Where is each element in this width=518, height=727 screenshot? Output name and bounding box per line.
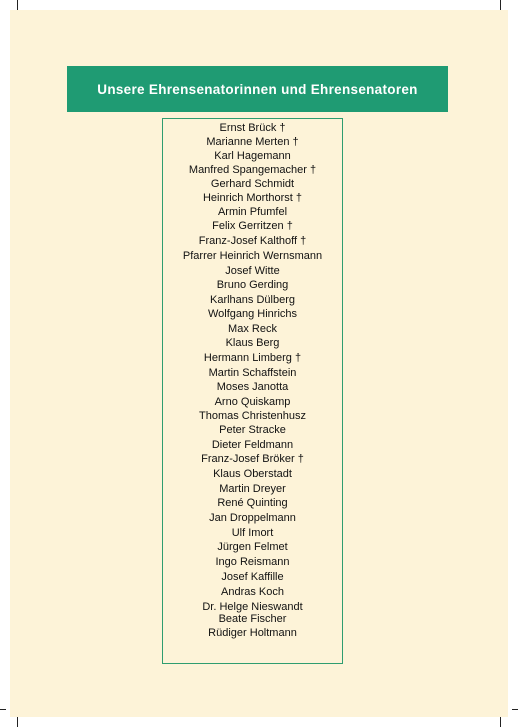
list-item: Ulf Imort <box>231 527 274 539</box>
list-item: Felix Gerritzen † <box>212 220 293 232</box>
list-item: René Quinting <box>217 497 288 509</box>
list-item: Karlhans Dülberg <box>210 294 295 306</box>
list-item: Franz-Josef Bröker † <box>201 453 304 465</box>
list-item: Jürgen Felmet <box>217 541 288 553</box>
list-item: Bruno Gerding <box>216 279 289 291</box>
list-item: Franz-Josef Kalthoff † <box>198 235 307 247</box>
list-item: Josef Witte <box>225 265 280 277</box>
list-item: Ernst Brück † <box>219 122 286 134</box>
list-item: Ingo Reismann <box>215 556 290 568</box>
list-item: Rüdiger Holtmann <box>208 627 297 639</box>
list-item: Wolfgang Hinrichs <box>207 308 298 320</box>
list-item: Moses Janotta <box>216 381 289 393</box>
list-item: Armin Pfumfel <box>217 206 288 218</box>
crop-mark-bottom-right-h <box>512 709 518 710</box>
list-item: Klaus Berg <box>225 337 280 349</box>
list-item: Pfarrer Heinrich Wernsmann <box>182 250 323 262</box>
list-item: Jan Droppelmann <box>209 512 296 524</box>
list-item: Max Reck <box>228 323 277 335</box>
list-item: Martin Dreyer <box>219 483 286 495</box>
heading-banner <box>67 66 448 112</box>
list-item: Josef Kaffille <box>221 571 284 583</box>
crop-mark-bottom-left-h <box>0 709 6 710</box>
list-item: Beate Fischer <box>218 613 287 625</box>
list-item: Andras Koch <box>221 586 284 598</box>
list-item: Klaus Oberstadt <box>213 468 292 480</box>
list-item: Thomas Christenhusz <box>199 410 306 422</box>
list-item: Heinrich Morthorst † <box>202 192 303 204</box>
list-item: Manfred Spangemacher † <box>188 164 317 176</box>
list-item: Arno Quiskamp <box>214 396 291 408</box>
list-item: Hermann Limberg † <box>203 352 302 364</box>
page-title: Unsere Ehrensenatorinnen und Ehrensenatoren <box>97 81 418 97</box>
list-item: Peter Stracke <box>219 424 286 436</box>
list-item: Martin Schaffstein <box>208 367 297 379</box>
list-item: Dieter Feldmann <box>211 439 294 451</box>
honorary-senators-box <box>162 118 343 664</box>
list-item: Marianne Merten † <box>206 136 299 148</box>
list-item: Gerhard Schmidt <box>210 178 295 190</box>
list-item: Dr. Helge Nieswandt <box>202 601 303 613</box>
list-item: Karl Hagemann <box>214 150 291 162</box>
